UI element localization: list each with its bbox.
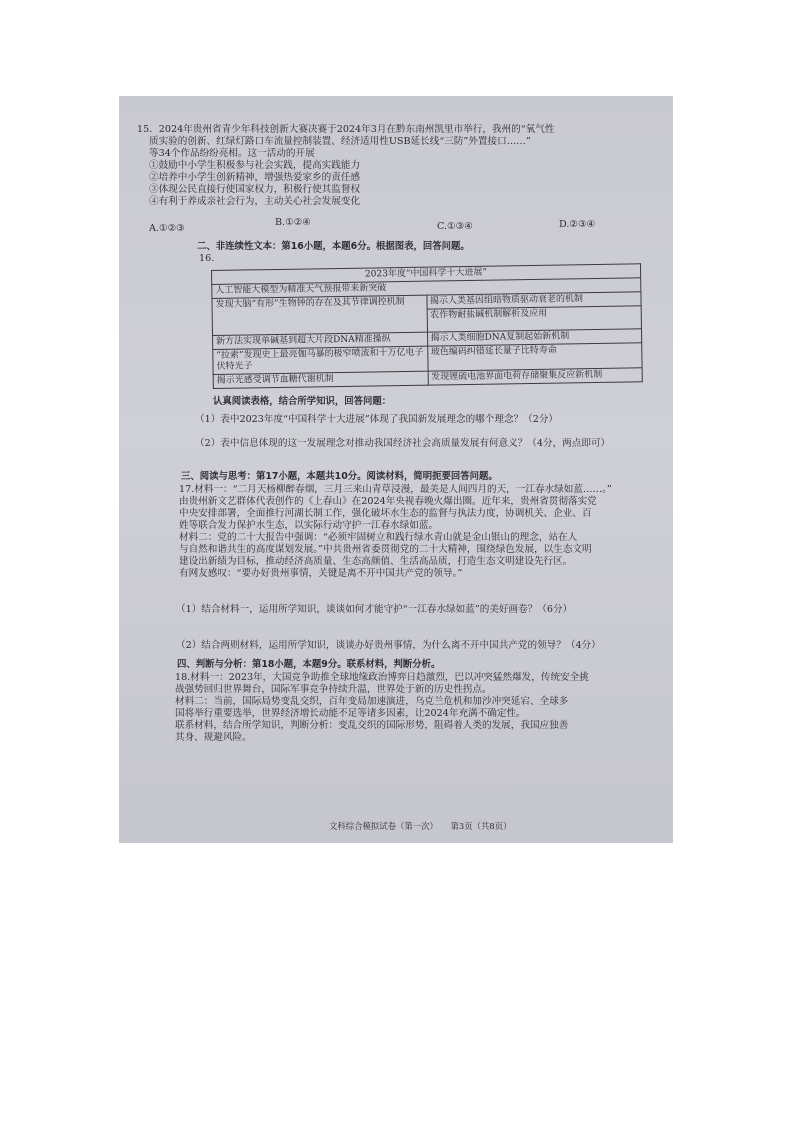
table-cell: 揭示光感受调节血糖代谢机制 xyxy=(213,371,428,388)
q17-subquestion-1: （1）结合材料一，运用所学知识，谈谈如何才能守护“一江春水绿如蓝”的美好画卷？（6分） xyxy=(176,604,573,615)
q17-subquestion-2: （2）结合两则材料，运用所学知识，谈谈办好贵州事情，为什么离不开中国共产党的领导？（4分） xyxy=(176,640,601,651)
table-cell: 发现大脑“有形”生物钟的存在及其节律调控机制 xyxy=(212,295,427,335)
q17-line: 建设出新绩为目标，推动经济高质量、生态高颜值、生活高品质，打造生态文明建设先行区。 xyxy=(179,556,573,567)
q18-line: 联系材料，结合所学知识，判断分析：变乱交织的国际形势，阻碍着人类的发展，我国应独善 xyxy=(175,720,569,731)
section-3-heading: 三、阅读与思考：第17小题，本题共10分。阅读材料，简明扼要回答问题。 xyxy=(181,471,498,482)
choice-b: B.①②④ xyxy=(275,217,311,228)
q17-line: 姓等联合发力保护水生态，以实际行动守护一江春水绿如蓝。 xyxy=(179,520,439,531)
question-16-number: 16. xyxy=(199,253,215,264)
table-cell: 人工智能大模型为精准天气预报带来新突破 xyxy=(212,278,641,299)
q17-line: 中央安排部署，全面推行河湖长制工作，强化破坏水生态的监督与执法力度，协调机关、企业、百 xyxy=(179,508,592,519)
question-17-material xyxy=(179,484,612,580)
table-cell: 新方法实现单碱基到超大片段DNA精准操纵 xyxy=(213,332,428,349)
q15-line: 等34个作品纷纷亮相。这一活动的开展 xyxy=(149,148,315,159)
question-18-material xyxy=(175,672,589,744)
q15-line: 15．2024年贵州省青少年科技创新大赛决赛于2024年3月在黔东南州凯里市举行，我州的“氧气性 xyxy=(137,124,555,135)
table-cell: 发现锂硫电池界面电荷存储聚集反应新机制 xyxy=(428,368,643,385)
table-instruction: 认真阅读表格，结合所学知识，回答问题： xyxy=(213,396,392,407)
q15-option-statement: ①鼓励中小学生积极参与社会实践，提高实践能力 xyxy=(149,160,361,171)
table-cell: “拉索”发现史上最亮伽马暴的极窄喷流和十万亿电子伏特光子 xyxy=(213,346,428,374)
choice-c: C.①③④ xyxy=(437,221,473,232)
q15-option-statement: ②培养中小学生创新精神，增强热爱家乡的责任感 xyxy=(149,172,361,183)
table-title: 2023年度“中国科学十大进展” xyxy=(212,264,641,285)
q16-subquestion-2: （2）表中信息体现的这一发展理念对推动我国经济社会高质量发展有何意义？（4分，两点即可） xyxy=(195,438,611,449)
choice-d: D.②③④ xyxy=(559,219,596,230)
q15-line: 质实验的创新、红绿灯路口车流量控制装置、经济适用性USB延长线“三防”外置接口……” xyxy=(149,136,531,147)
table-cell: 揭示人类基因组暗物质驱动衰老的机制 xyxy=(426,292,641,309)
choice-a: A.①②③ xyxy=(149,223,185,234)
q18-line: 材料二：当前，国际局势变乱交织，百年变局加速演进，乌克兰危机和加沙冲突延宕、全球多 xyxy=(175,696,569,707)
exam-title: 文科综合模拟试卷（第一次） xyxy=(329,821,438,831)
page-number: 第3页（共8页） xyxy=(450,821,512,831)
q18-line: 国将举行重要选举，世界经济增长动能不足等诸多因素，让2024年充满不确定性。 xyxy=(175,708,526,719)
page-footer xyxy=(329,820,521,832)
table-cell: 玻色编码纠错延长量子比特寿命 xyxy=(427,343,642,371)
question-15 xyxy=(137,124,554,208)
q15-option-statement: ④有利于养成亲社会行为，主动关心社会发展变化 xyxy=(149,196,361,207)
q17-line: 材料二：党的二十大报告中强调：“必须牢固树立和践行绿水青山就是金山银山的理念，站在人 xyxy=(179,532,578,543)
q17-line: 17.材料一：“二月天杨柳醉春烟，三月三来山青草浸漫，最美是人间四月的天，一江春水绿如蓝……。” xyxy=(179,484,612,495)
q17-line: 由贵州新文艺群体代表创作的《上春山》在2024年央视春晚火爆出圈。近年来，贵州省贯彻落实党 xyxy=(179,496,597,507)
table-cell: 揭示人类细胞DNA复制起始新机制 xyxy=(427,329,642,346)
q18-line: 18.材料一：2023年，大国竞争助推全球地缘政治博弈日趋激烈，巴以冲突猛然爆发，传统安全挑 xyxy=(175,672,589,683)
q18-line: 战强势回归世界舞台，国际军事竞争持续升温，世界处于新的历史性拐点。 xyxy=(175,684,492,695)
science-progress-table xyxy=(211,263,643,389)
section-2-heading: 二、非连续性文本：第16小题，本题6分。根据图表，回答问题。 xyxy=(197,241,470,252)
q17-line: 有网友感叹：“要办好贵州事情，关键是离不开中国共产党的领导。” xyxy=(179,568,463,579)
q16-subquestion-1: （1）表中2023年度“中国科学十大进展”体现了我国新发展理念的哪个理念？（2分） xyxy=(195,414,559,425)
section-4-heading: 四、判断与分析：第18小题，本题9分。联系材料，判断分析。 xyxy=(177,659,441,670)
photographed-exam-page xyxy=(119,96,673,843)
q15-option-statement: ③体现公民直接行使国家权力，积极行使其监督权 xyxy=(149,184,361,195)
q18-line: 其身、规避风险。 xyxy=(175,732,252,743)
table-cell: 农作物耐盐碱机制解析及应用 xyxy=(427,306,642,332)
q17-line: 与自然和谐共生的高度谋划发展。”中共贵州省委贯彻党的二十大精神，围绕绿色发展，以生态文明 xyxy=(179,544,592,555)
